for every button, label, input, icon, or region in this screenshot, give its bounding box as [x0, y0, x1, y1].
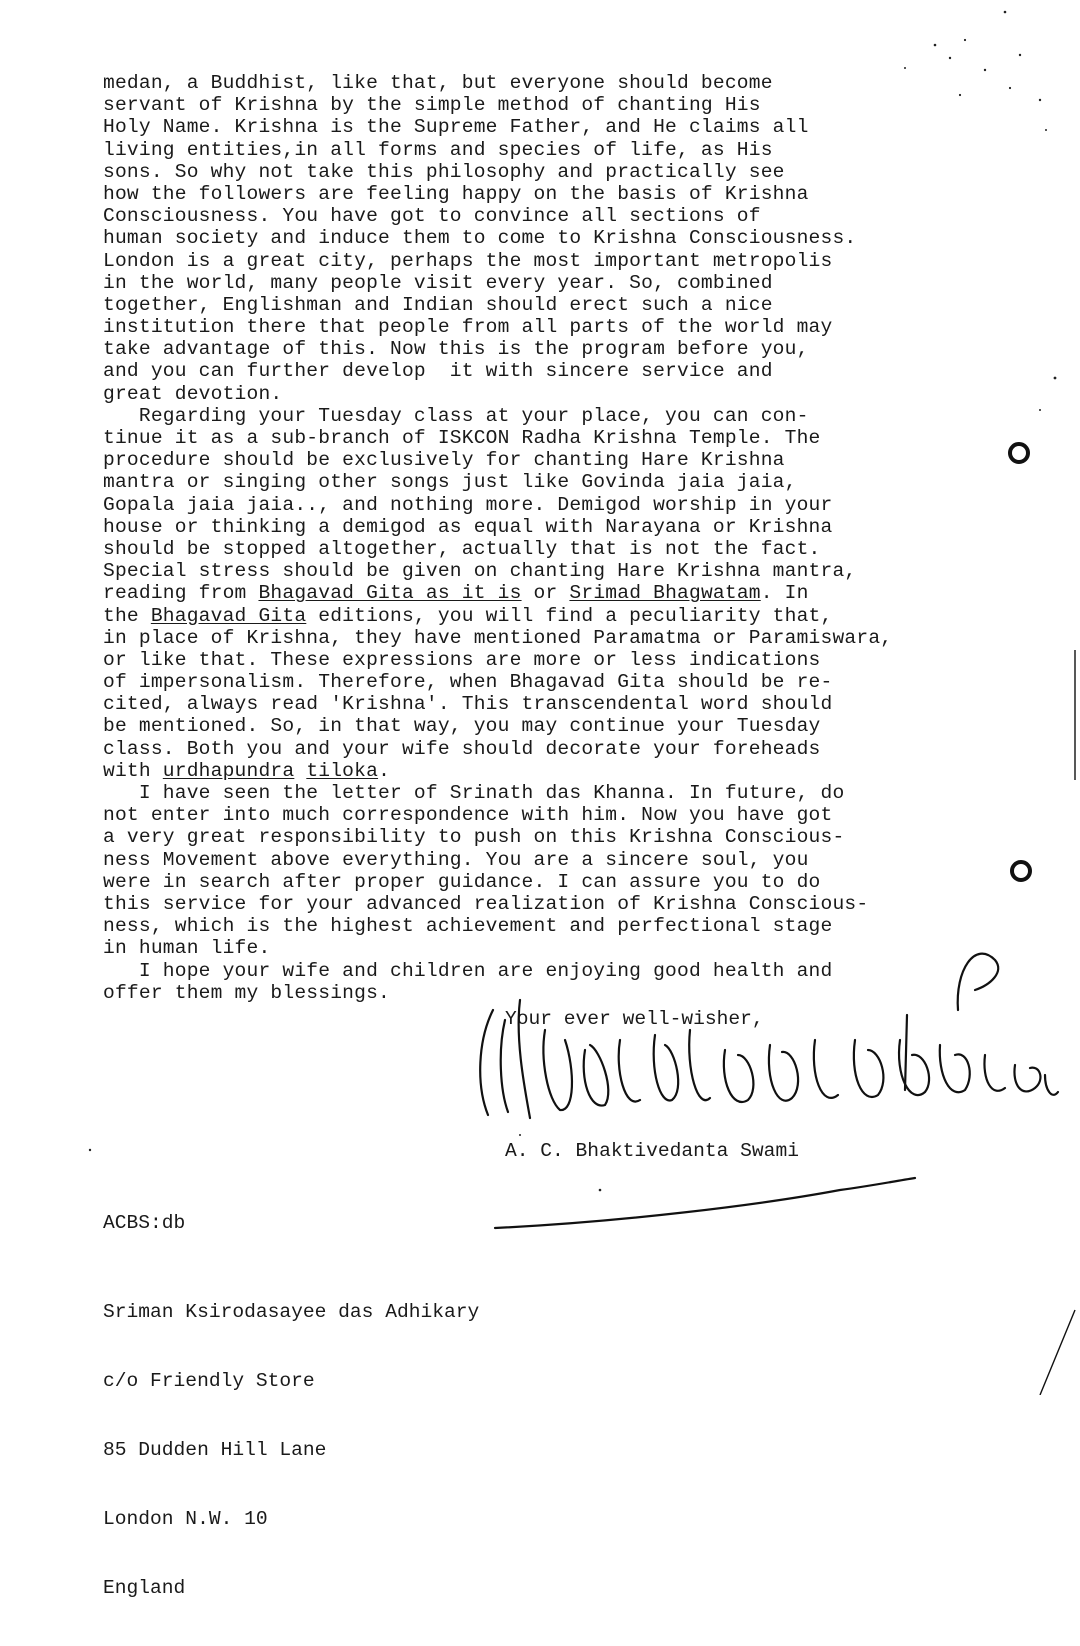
address-line: London N.W. 10: [103, 1508, 268, 1530]
underlined-title: Srimad Bhagwatam: [569, 582, 761, 605]
letter-line: [103, 849, 1003, 871]
letter-text-segment: class. Both you and your wife should decorate your foreheads: [103, 737, 821, 760]
letter-text-segment: mantra or singing other songs just like Govinda jaia jaia,: [103, 471, 797, 494]
letter-text-segment: in human life.: [103, 937, 271, 960]
letter-line: [103, 383, 1003, 405]
letter-line: [103, 250, 1003, 272]
letter-text-segment: cited, always read 'Krishna'. This transcendental word should: [103, 693, 833, 716]
letter-line: [103, 605, 1003, 627]
letter-text-segment: procedure should be exclusively for chanting Hare Krishna: [103, 449, 785, 472]
letter-text-segment: house or thinking a demigod as equal with Narayana or Krishna: [103, 515, 833, 538]
letter-line: [103, 360, 1003, 382]
letter-text-segment: .: [378, 759, 391, 782]
letter-text-segment: institution there that people from all parts of the world may: [103, 316, 833, 339]
letter-text-segment: Regarding your Tuesday class at your place, you can con-: [103, 404, 809, 427]
letter-text-segment: [294, 760, 306, 782]
address-line: 85 Dudden Hill Lane: [103, 1439, 327, 1461]
letter-text-segment: in place of Krishna, they have mentioned Paramatma or Paramiswara,: [103, 626, 893, 649]
letter-text-segment: Special stress should be given on chanting Hare Krishna mantra,: [103, 560, 857, 583]
letter-text-segment: with: [103, 759, 163, 782]
letter-line: [103, 538, 1003, 560]
letter-text-segment: Holy Name. Krishna is the Supreme Father, and He claims all: [103, 116, 809, 139]
reference-initials: ACBS:db: [103, 1212, 186, 1234]
letter-text-segment: not enter into much correspondence with him. Now you have got: [103, 804, 833, 827]
letter-line: [103, 693, 1003, 715]
letter-text-segment: of impersonalism. Therefore, when Bhagavad Gita should be re-: [103, 671, 833, 694]
letter-line: [103, 316, 1003, 338]
letter-text-segment: should be stopped altogether, actually that is not the fact.: [103, 537, 821, 560]
recipient-address: [103, 1255, 479, 1646]
letter-line: [103, 826, 1003, 848]
letter-line: [103, 272, 1003, 294]
letter-line: [103, 116, 1003, 138]
letter-line: [103, 227, 1003, 249]
letter-text-segment: a very great responsibility to push on this Krishna Conscious-: [103, 826, 845, 849]
letter-line: [103, 338, 1003, 360]
letter-text-segment: ness Movement above everything. You are a sincere soul, you: [103, 848, 809, 871]
letter-line: [103, 738, 1003, 760]
signer-name: A. C. Bhaktivedanta Swami: [505, 1140, 799, 1162]
address-line: c/o Friendly Store: [103, 1370, 315, 1392]
letter-text-segment: offer them my blessings.: [103, 981, 390, 1004]
letter-text-segment: human society and induce them to come to Krishna Consciousness.: [103, 227, 857, 250]
letter-text-segment: I hope your wife and children are enjoying good health and: [103, 959, 833, 982]
letter-line: [103, 893, 1003, 915]
letter-line: [103, 449, 1003, 471]
letter-line: [103, 494, 1003, 516]
letter-line: [103, 627, 1003, 649]
closing-line: Your ever well-wisher,: [505, 1008, 764, 1030]
letter-text-segment: or: [521, 582, 570, 605]
underlined-title: Bhagavad Gita: [150, 604, 307, 627]
letter-line: [103, 161, 1003, 183]
letter-text-segment: in the world, many people visit every year. So, combined: [103, 271, 773, 294]
letter-text-segment: London is a great city, perhaps the most important metropolis: [103, 249, 833, 272]
letter-line: [103, 427, 1003, 449]
letter-text-segment: living entities,in all forms and species of life, as His: [103, 138, 773, 161]
letter-line: [103, 471, 1003, 493]
letter-text-segment: reading from: [103, 582, 259, 605]
letter-line: [103, 560, 1003, 582]
letter-text-segment: or like that. These expressions are more or less indications: [103, 648, 821, 671]
letter-body: [103, 72, 1003, 1004]
address-line: Sriman Ksirodasayee das Adhikary: [103, 1301, 480, 1323]
letter-text-segment: the: [103, 604, 151, 627]
letter-text-segment: servant of Krishna by the simple method of chanting His: [103, 94, 761, 117]
underlined-title: urdhapundra: [162, 759, 295, 782]
letter-line: [103, 405, 1003, 427]
letter-text-segment: and you can further develop it with sincere service and: [103, 360, 773, 383]
letter-line: [103, 72, 1003, 94]
letter-text-segment: take advantage of this. Now this is the program before you,: [103, 338, 809, 361]
letter-line: [103, 671, 1003, 693]
letter-text-segment: great devotion.: [103, 382, 283, 405]
letter-text-segment: how the followers are feeling happy on the basis of Krishna: [103, 182, 809, 205]
letter-text-segment: this service for your advanced realization of Krishna Conscious-: [103, 892, 869, 915]
letter-line: [103, 94, 1003, 116]
letter-line: [103, 804, 1003, 826]
letter-text-segment: ness, which is the highest achievement and perfectional stage: [103, 915, 833, 938]
letter-text-segment: I have seen the letter of Srinath das Khanna. In future, do: [103, 782, 845, 804]
letter-line: [103, 937, 1003, 959]
letter-text-segment: Consciousness. You have got to convince all sections of: [103, 205, 761, 228]
letter-line: [103, 139, 1003, 161]
underlined-title: tiloka: [306, 759, 379, 782]
letter-text-segment: were in search after proper guidance. I can assure you to do: [103, 870, 821, 893]
underlined-title: Bhagavad Gita as it is: [258, 582, 522, 605]
punch-hole-icon: [1008, 442, 1030, 464]
letter-line: [103, 183, 1003, 205]
letter-line: [103, 294, 1003, 316]
letter-line: [103, 760, 1003, 782]
address-line: England: [103, 1577, 186, 1599]
letter-line: [103, 960, 1003, 982]
letter-line: [103, 982, 1003, 1004]
punch-hole-icon: [1010, 860, 1032, 882]
letter-text-segment: together, Englishman and Indian should erect such a nice: [103, 293, 773, 316]
letter-text-segment: . In: [760, 582, 809, 605]
letter-text-segment: sons. So why not take this philosophy and practically see: [103, 160, 785, 183]
letter-line: [103, 915, 1003, 937]
letter-line: [103, 782, 1003, 804]
letter-text-segment: be mentioned. So, in that way, you may continue your Tuesday: [103, 715, 821, 738]
letter-line: [103, 516, 1003, 538]
letter-text-segment: tinue it as a sub-branch of ISKCON Radha Krishna Temple. The: [103, 427, 821, 449]
letter-line: [103, 715, 1003, 737]
letter-line: [103, 582, 1003, 604]
letter-text-segment: medan, a Buddhist, like that, but everyone should become: [103, 72, 773, 94]
letter-line: [103, 205, 1003, 227]
letter-line: [103, 649, 1003, 671]
letter-text-segment: editions, you will find a peculiarity that,: [306, 604, 833, 627]
letter-line: [103, 871, 1003, 893]
letter-text-segment: Gopala jaia jaia.., and nothing more. Demigod worship in your: [103, 493, 833, 516]
